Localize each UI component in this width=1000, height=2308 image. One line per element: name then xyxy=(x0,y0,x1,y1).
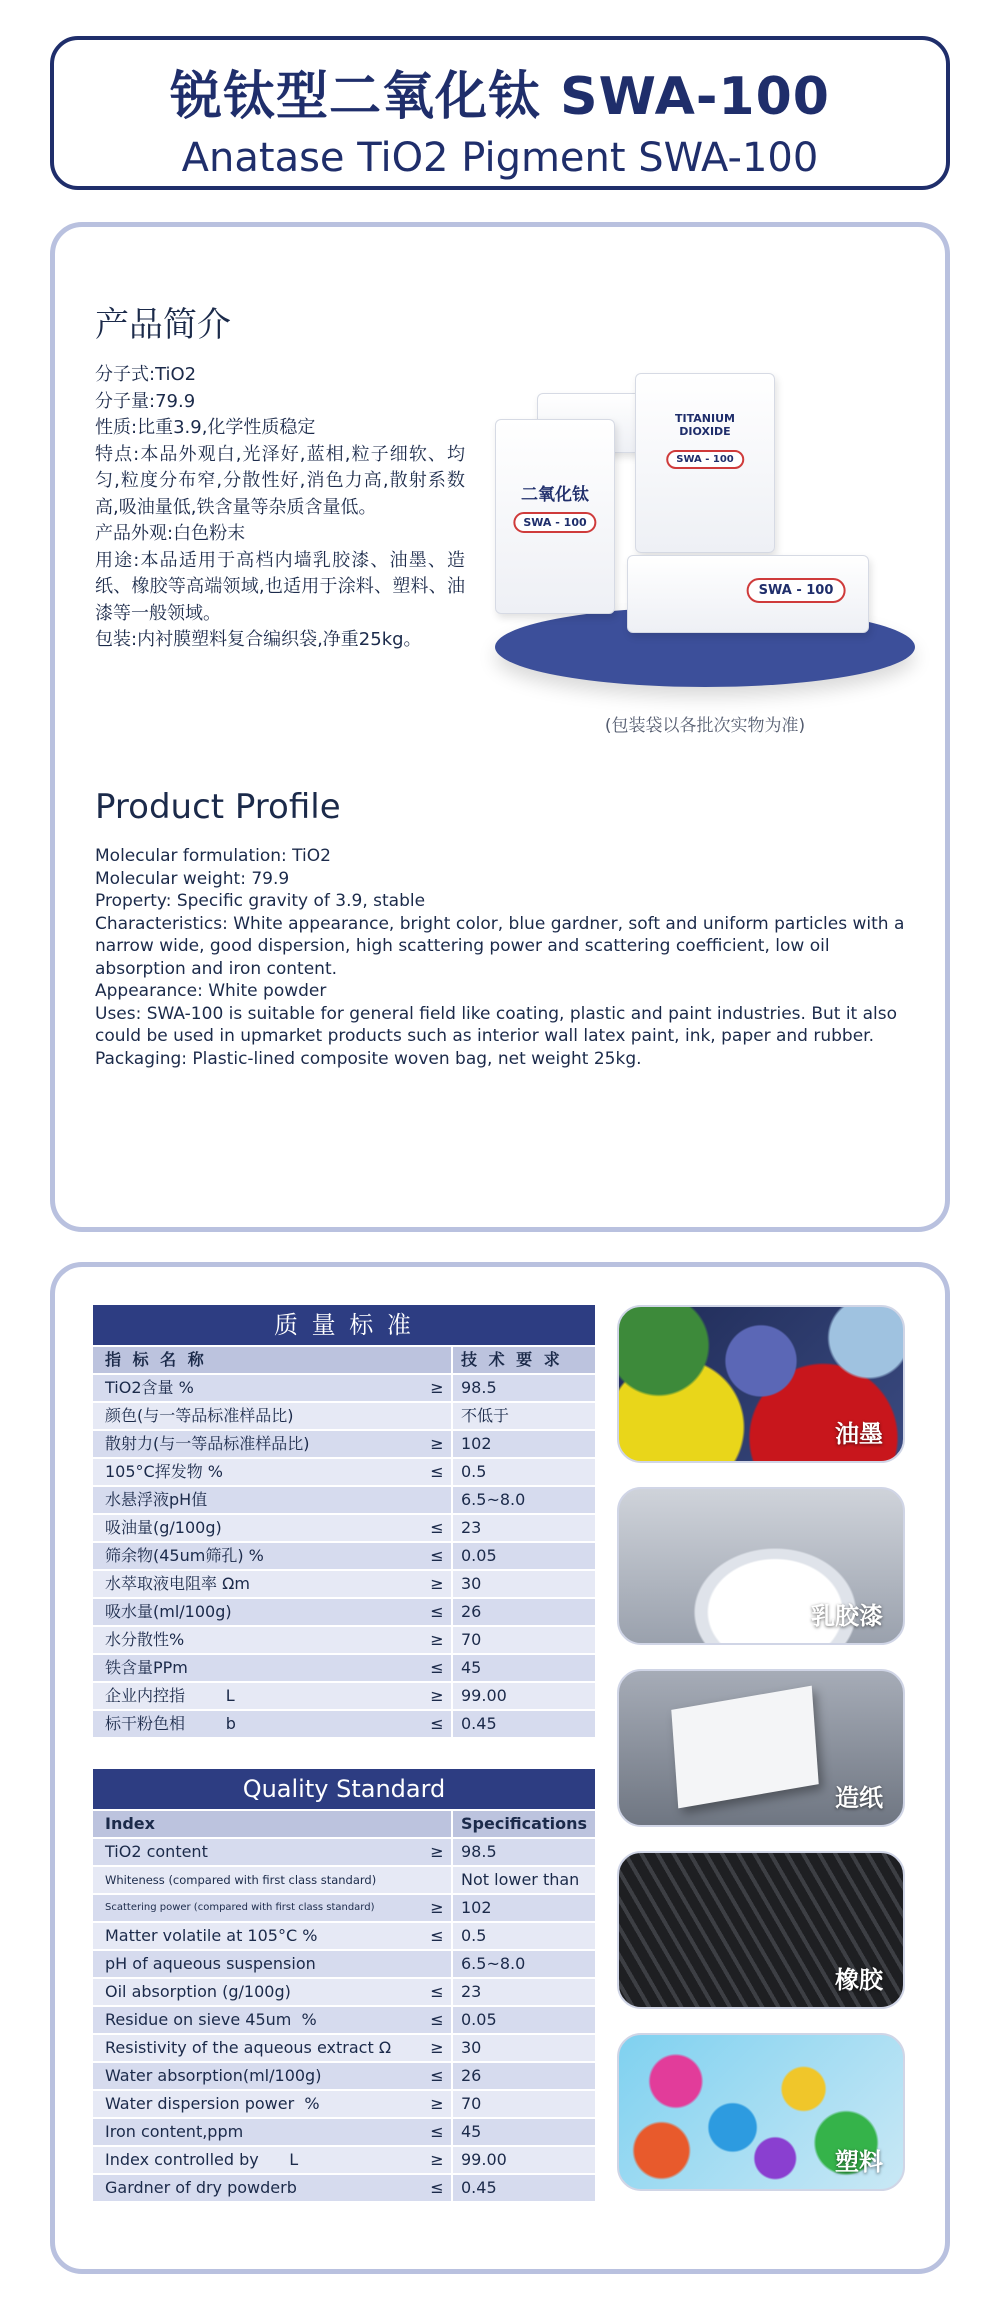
row-index-cell: TiO2 content xyxy=(105,1842,208,1861)
row-operator-cell: ≥ xyxy=(430,1898,444,1917)
row-value-cell: 102 xyxy=(451,1895,595,1921)
row-operator-cell: ≥ xyxy=(430,1434,444,1453)
en-profile-line: Characteristics: White appearance, bright color, blue gardner, soft and uniform particles with a narrow wide, good dispersion, high scattering power and scattering coefficient, low oil absorption and iron content. xyxy=(95,913,905,979)
table-row xyxy=(93,1375,595,1401)
row-index-cell: Water absorption(ml/100g) xyxy=(105,2066,322,2085)
bag-name-label: 二氧化钛 xyxy=(521,485,589,505)
table-row xyxy=(93,1839,595,1865)
row-index-cell: Matter volatile at 105°C % xyxy=(105,1926,318,1945)
en-profile-text xyxy=(95,845,915,1070)
table-row xyxy=(93,1895,595,1921)
row-operator-cell: ≥ xyxy=(430,1574,444,1593)
row-index-cell: 筛余物(45um筛孔) % xyxy=(105,1546,264,1565)
en-profile-line: Uses: SWA-100 is suitable for general field like coating, plastic and paint industries. But it also could be used in upmarket products such as interior wall latex paint, ink, paper and rubber. xyxy=(95,1003,898,1046)
application-label: 造纸 xyxy=(835,1784,883,1812)
row-operator-cell: ≤ xyxy=(430,2122,444,2141)
application-plastic-photo xyxy=(617,2033,905,2191)
row-operator-cell: ≤ xyxy=(430,2178,444,2197)
row-operator-cell: ≤ xyxy=(430,1658,444,1677)
bag-back-right xyxy=(635,373,775,553)
application-latex-paint-photo xyxy=(617,1487,905,1645)
row-value-cell: 45 xyxy=(451,1655,595,1681)
table-row xyxy=(93,2175,595,2201)
cn-profile-text xyxy=(95,362,465,654)
row-index-cell: 颜色(与一等品标准样品比) xyxy=(105,1406,294,1425)
row-operator-cell xyxy=(423,1403,451,1429)
application-rubber-photo xyxy=(617,1851,905,2009)
cn-profile-line: 包装:内衬膜塑料复合编织袋,净重25kg。 xyxy=(95,629,422,650)
en-table-title: Quality Standard xyxy=(93,1769,595,1809)
row-index-cell: Gardner of dry powderb xyxy=(105,2178,297,2197)
row-value-cell: 102 xyxy=(451,1431,595,1457)
row-value-cell: 0.45 xyxy=(451,2175,595,2201)
row-index-cell: Oil absorption (g/100g) xyxy=(105,1982,291,2001)
row-index-cell: Whiteness (compared with first class standard) xyxy=(105,1873,377,1887)
row-index-cell: 水萃取液电阻率 Ωm xyxy=(105,1574,250,1593)
table-row xyxy=(93,1543,595,1569)
row-index-cell: 水悬浮液pH值 xyxy=(105,1490,208,1509)
cn-profile-line: 产品外观:白色粉末 xyxy=(95,523,246,544)
row-value-cell: 45 xyxy=(451,2119,595,2145)
en-profile-line: Molecular weight: 79.9 xyxy=(95,868,290,889)
row-index-cell: Index controlled by L xyxy=(105,2150,299,2169)
row-operator-cell: ≤ xyxy=(430,1518,444,1537)
row-value-cell: 不低于 xyxy=(451,1403,595,1429)
table-row xyxy=(93,1459,595,1485)
cn-profile-line: 特点:本品外观白,光泽好,蓝相,粒子细软、均匀,粒度分布窄,分散性好,消色力高,散射系数高,吸油量低,铁含量等杂质含量低。 xyxy=(95,443,465,518)
row-operator-cell: ≤ xyxy=(430,1714,444,1733)
bag-code-label: SWA - 100 xyxy=(513,512,596,533)
table-row xyxy=(93,1655,595,1681)
row-index-cell: 105°C挥发物 % xyxy=(105,1462,224,1481)
table-row xyxy=(93,1867,595,1893)
table-row xyxy=(93,2091,595,2117)
row-index-cell: Scattering power (compared with first class standard) xyxy=(105,1902,375,1913)
table-row xyxy=(93,1979,595,2005)
row-index-cell: Resistivity of the aqueous extract Ω xyxy=(105,2038,392,2057)
table-row xyxy=(93,1515,595,1541)
col-index-header: Index xyxy=(105,1814,155,1833)
product-bags-image xyxy=(485,377,925,736)
row-value-cell: 30 xyxy=(451,2035,595,2061)
row-operator-cell: ≥ xyxy=(430,1378,444,1397)
en-profile-line: Molecular formulation: TiO2 xyxy=(95,846,331,866)
quality-standard-panel xyxy=(50,1262,950,2274)
cn-quality-table xyxy=(93,1305,595,1737)
col-spec-header: 技 术 要 求 xyxy=(451,1347,595,1373)
table-row xyxy=(93,2035,595,2061)
page-header xyxy=(50,36,950,190)
row-value-cell: 26 xyxy=(451,2063,595,2089)
cn-profile-title: 产品简介 xyxy=(95,305,231,345)
row-operator-cell: ≥ xyxy=(430,2038,444,2057)
en-profile-line: Appearance: White powder xyxy=(95,981,327,1001)
table-row xyxy=(93,1627,595,1653)
row-index-cell: 散射力(与一等品标准样品比) xyxy=(105,1434,310,1453)
col-spec-header: Specifications xyxy=(451,1811,595,1837)
row-value-cell: 0.05 xyxy=(451,1543,595,1569)
title-english: Anatase TiO2 Pigment SWA-100 xyxy=(181,135,819,181)
cn-table-header xyxy=(93,1347,595,1373)
row-value-cell: Not lower than xyxy=(451,1867,595,1893)
application-label: 油墨 xyxy=(835,1420,883,1448)
title-chinese: 锐钛型二氧化钛 SWA-100 xyxy=(170,67,830,127)
en-profile-title: Product Profile xyxy=(95,787,341,827)
en-profile-line: Packaging: Plastic-lined composite woven bag, net weight 25kg. xyxy=(95,1048,642,1069)
row-value-cell: 70 xyxy=(451,1627,595,1653)
row-operator-cell: ≤ xyxy=(430,1926,444,1945)
bag-code-label: SWA - 100 xyxy=(747,578,846,603)
cn-profile-line: 用途:本品适用于高档内墙乳胶漆、油墨、造纸、橡胶等高端领域,也适用于涂料、塑料、油漆等一般领域。 xyxy=(95,549,465,624)
cn-profile-line: 分子式:TiO2 xyxy=(95,364,197,385)
application-ink-photo xyxy=(617,1305,905,1463)
row-value-cell: 6.5~8.0 xyxy=(451,1487,595,1513)
table-row xyxy=(93,2007,595,2033)
bag-name-english: TITANIUM DIOXIDE xyxy=(675,412,735,438)
row-index-cell: Iron content,ppm xyxy=(105,2122,244,2141)
en-table-body xyxy=(93,1839,595,2201)
row-index-cell: 水分散性% xyxy=(105,1630,185,1649)
cn-profile-line: 性质:比重3.9,化学性质稳定 xyxy=(95,417,316,438)
row-operator-cell: ≤ xyxy=(430,2010,444,2029)
row-operator-cell xyxy=(423,1951,451,1977)
row-operator-cell: ≤ xyxy=(430,1462,444,1481)
bag-front xyxy=(495,419,615,614)
en-table-header xyxy=(93,1811,595,1837)
row-value-cell: 0.5 xyxy=(451,1923,595,1949)
row-value-cell: 0.05 xyxy=(451,2007,595,2033)
row-operator-cell: ≤ xyxy=(430,1982,444,2001)
row-value-cell: 99.00 xyxy=(451,1683,595,1709)
table-row xyxy=(93,1683,595,1709)
row-index-cell: Water dispersion power % xyxy=(105,2094,320,2113)
row-index-cell: pH of aqueous suspension xyxy=(105,1954,316,1973)
table-row xyxy=(93,2119,595,2145)
row-value-cell: 0.5 xyxy=(451,1459,595,1485)
cn-table-title: 质 量 标 准 xyxy=(93,1305,595,1345)
table-row xyxy=(93,1711,595,1737)
row-value-cell: 70 xyxy=(451,2091,595,2117)
table-row xyxy=(93,2063,595,2089)
row-index-cell: 吸油量(g/100g) xyxy=(105,1518,222,1537)
application-paper-photo xyxy=(617,1669,905,1827)
row-index-cell: 标干粉色相 b xyxy=(105,1714,236,1733)
row-operator-cell: ≥ xyxy=(430,1686,444,1705)
application-label: 塑料 xyxy=(835,2148,883,2176)
en-profile-line: Property: Specific gravity of 3.9, stable xyxy=(95,891,426,911)
row-index-cell: 吸水量(ml/100g) xyxy=(105,1602,232,1621)
row-operator-cell: ≥ xyxy=(430,1842,444,1861)
row-index-cell: 企业内控指 L xyxy=(105,1686,235,1705)
table-row xyxy=(93,1923,595,1949)
row-operator-cell xyxy=(423,1487,451,1513)
row-value-cell: 26 xyxy=(451,1599,595,1625)
row-operator-cell: ≥ xyxy=(430,2150,444,2169)
row-value-cell: 98.5 xyxy=(451,1839,595,1865)
row-operator-cell: ≤ xyxy=(430,1602,444,1621)
row-index-cell: TiO2含量 % xyxy=(105,1378,194,1397)
row-value-cell: 23 xyxy=(451,1979,595,2005)
bag-lying xyxy=(627,555,869,633)
row-operator-cell xyxy=(423,1867,451,1893)
image-caption: (包装袋以各批次实物为准) xyxy=(604,716,806,736)
application-label: 橡胶 xyxy=(835,1966,883,1994)
cn-table-body xyxy=(93,1375,595,1737)
row-value-cell: 23 xyxy=(451,1515,595,1541)
product-profile-panel xyxy=(50,222,950,1232)
cn-profile-line: 分子量:79.9 xyxy=(95,390,196,412)
row-value-cell: 99.00 xyxy=(451,2147,595,2173)
table-row xyxy=(93,2147,595,2173)
row-operator-cell: ≥ xyxy=(430,1630,444,1649)
table-row xyxy=(93,1431,595,1457)
row-operator-cell: ≤ xyxy=(430,2066,444,2085)
paper-sheet-graphic xyxy=(671,1686,818,1809)
application-label: 乳胶漆 xyxy=(811,1602,883,1630)
row-value-cell: 0.45 xyxy=(451,1711,595,1737)
table-row xyxy=(93,1571,595,1597)
row-value-cell: 30 xyxy=(451,1571,595,1597)
bag-code-label: SWA - 100 xyxy=(666,450,744,469)
table-row xyxy=(93,1599,595,1625)
table-row xyxy=(93,1487,595,1513)
table-row xyxy=(93,1951,595,1977)
row-value-cell: 98.5 xyxy=(451,1375,595,1401)
row-operator-cell: ≤ xyxy=(430,1546,444,1565)
en-quality-table xyxy=(93,1769,595,2201)
table-row xyxy=(93,1403,595,1429)
row-operator-cell: ≥ xyxy=(430,2094,444,2113)
row-index-cell: 铁含量PPm xyxy=(105,1658,188,1677)
row-value-cell: 6.5~8.0 xyxy=(451,1951,595,1977)
row-index-cell: Residue on sieve 45um % xyxy=(105,2010,317,2029)
col-index-header: 指 标 名 称 xyxy=(105,1350,207,1369)
